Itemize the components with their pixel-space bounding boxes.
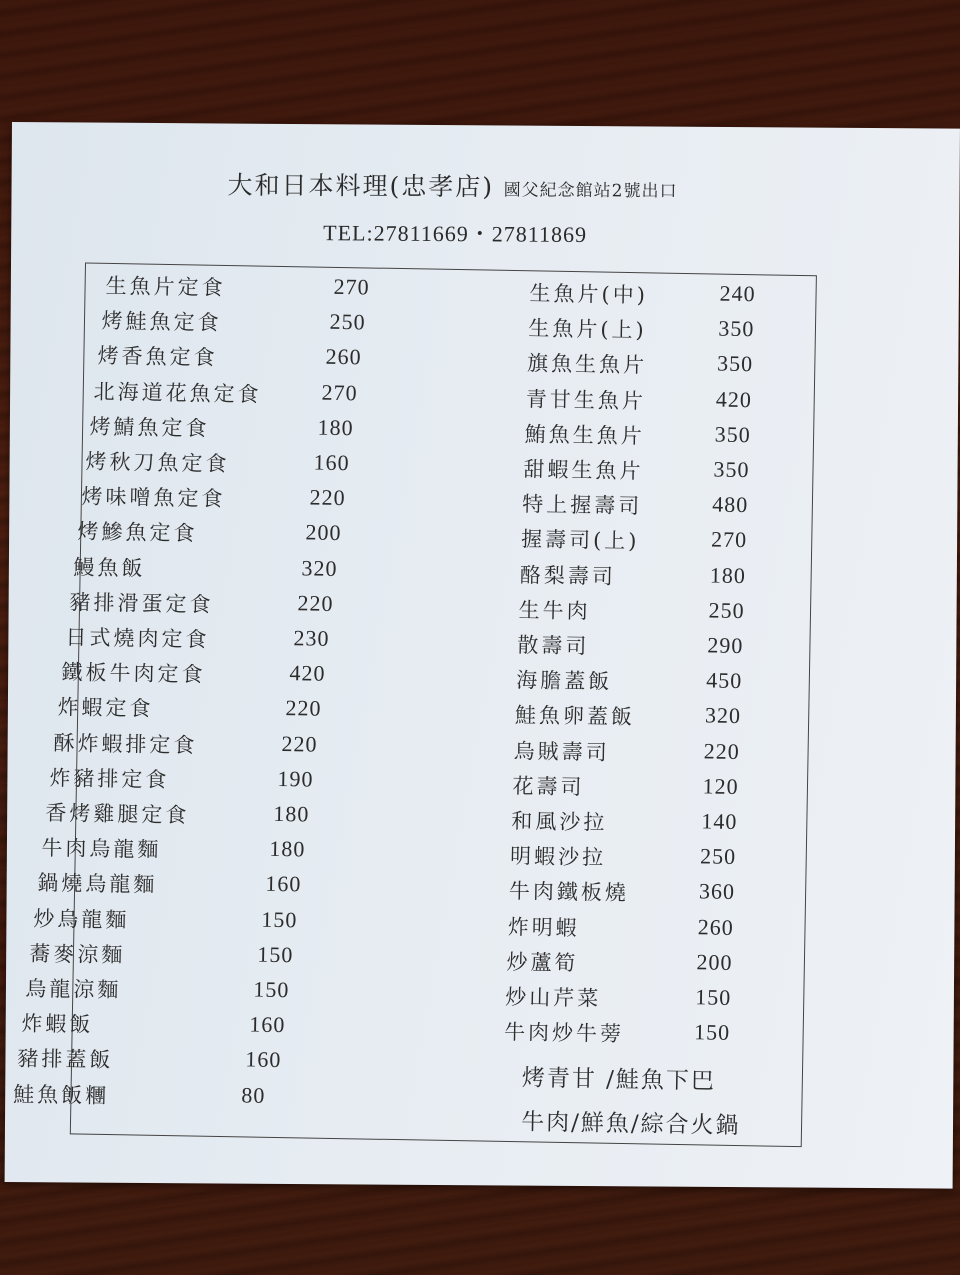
menu-item-name: 炸豬排定食 [49, 765, 170, 792]
menu-item-price: 240 [719, 280, 756, 307]
menu-item-price: 160 [245, 1046, 282, 1073]
menu-item-name: 炒山芹菜 [505, 984, 602, 1011]
menu-item-price: 150 [257, 941, 294, 968]
menu-item-name: 炸明蝦 [507, 914, 580, 940]
menu-item-name: 烏賊壽司 [513, 738, 610, 765]
menu-item-price: 220 [281, 730, 318, 757]
menu-item-name: 酪梨壽司 [519, 562, 617, 589]
menu-item-name: 香烤雞腿定食 [45, 800, 190, 828]
menu-item-price: 140 [701, 808, 738, 834]
menu-item-price: 270 [321, 379, 358, 405]
menu-extra-item: 牛肉/鮮魚/綜合火鍋 [520, 1109, 741, 1140]
menu-item-price: 320 [704, 702, 742, 729]
phone-number: TEL:27811669・27811869 [323, 220, 588, 248]
menu-item-name: 炒烏龍麵 [33, 906, 130, 932]
menu-item-price: 290 [707, 632, 744, 659]
menu-extra-item: 烤青甘 /鮭魚下巴 [521, 1065, 717, 1095]
menu-item-price: 420 [289, 660, 326, 686]
menu-item-price: 250 [708, 597, 745, 623]
menu-item-name: 烤味噌魚定食 [81, 484, 226, 512]
menu-item-price: 180 [273, 800, 310, 827]
menu-item-price: 120 [702, 773, 739, 799]
menu-item-price: 420 [715, 386, 753, 412]
menu-item-price: 270 [333, 273, 370, 300]
menu-item-price: 350 [714, 421, 751, 447]
menu-item-price: 480 [712, 491, 749, 518]
menu-item-name: 鐵板牛肉定食 [61, 660, 206, 687]
menu-item-name: 鮪魚生魚片 [524, 422, 645, 449]
menu-item-name: 炸蝦飯 [21, 1011, 94, 1037]
menu-item-price: 350 [718, 315, 755, 342]
menu-item-name: 烤秋刀魚定食 [85, 449, 230, 477]
menu-item-name: 炒蘆筍 [506, 949, 579, 976]
menu-item-name: 豬排蓋飯 [17, 1046, 114, 1073]
menu-item-price: 350 [713, 456, 750, 483]
menu-item-price: 160 [313, 449, 350, 476]
menu-item-price: 260 [697, 913, 734, 940]
menu-item-name: 烏龍涼麵 [25, 976, 122, 1003]
menu-item-name: 烤香魚定食 [97, 344, 218, 371]
menu-item-price: 220 [703, 737, 741, 764]
menu-item-price: 150 [693, 1019, 731, 1046]
location-note: 國父紀念館站2號出口 [503, 180, 678, 202]
menu-item-price: 160 [265, 871, 302, 897]
menu-item-name: 明蝦沙拉 [509, 844, 607, 870]
menu-item-name: 炸蝦定食 [57, 695, 154, 722]
menu-item-name: 和風沙拉 [511, 809, 608, 835]
menu-item-price: 150 [695, 984, 732, 1010]
menu-item-name: 鮭魚卵蓋飯 [514, 703, 636, 730]
menu-item-name: 旗魚生魚片 [526, 351, 648, 378]
menu-item-name: 日式燒肉定食 [65, 625, 210, 652]
menu-item-price: 80 [241, 1081, 266, 1108]
menu-item-price: 160 [249, 1011, 286, 1038]
menu-item-name: 海膽蓋飯 [515, 668, 613, 694]
menu-item-price: 250 [699, 843, 737, 870]
left-menu-column [13, 264, 436, 1108]
menu-item-price: 180 [269, 836, 306, 862]
menu-item-name: 生魚片定食 [105, 273, 226, 300]
menu-item-price: 270 [710, 526, 748, 553]
menu-item-name: 生魚片(中) [529, 281, 649, 308]
menu-item-name: 握壽司(上) [520, 527, 640, 554]
menu-item-name: 蕎麥涼麵 [29, 941, 126, 968]
right-menu-column [503, 271, 830, 1047]
menu-item-name: 酥炸蝦排定食 [53, 730, 198, 758]
menu-item-price: 190 [277, 765, 314, 792]
restaurant-header [227, 166, 787, 206]
menu-item-price: 360 [698, 878, 736, 905]
menu-item-name: 甜蝦生魚片 [523, 457, 644, 484]
menu-item-price: 150 [261, 906, 298, 932]
menu-item-price: 220 [297, 590, 334, 616]
menu-item-price: 150 [253, 976, 290, 1003]
menu-item-name: 烤鮭魚定食 [101, 309, 222, 336]
menu-item-name: 牛肉烏龍麵 [41, 836, 162, 863]
menu-item-price: 230 [293, 625, 330, 651]
menu-item-name: 鮭魚飯糰 [13, 1081, 110, 1108]
menu-item-price: 450 [706, 667, 743, 694]
menu-item-price: 350 [716, 350, 754, 377]
menu-item-name: 散壽司 [517, 633, 590, 659]
menu-item-price: 220 [309, 484, 346, 511]
menu-item-name: 牛肉鐵板燒 [508, 879, 630, 906]
menu-item-name: 青甘生魚片 [525, 386, 647, 413]
menu-item-name: 生牛肉 [518, 597, 591, 624]
menu-item-name: 烤鰺魚定食 [77, 519, 198, 546]
menu-item-price: 180 [317, 414, 354, 441]
menu-item-name: 鰻魚飯 [73, 554, 146, 581]
menu-item-price: 200 [696, 949, 733, 975]
menu-item-name: 生魚片(上) [528, 316, 647, 343]
menu-item-price: 180 [709, 562, 747, 588]
menu-item-name: 豬排滑蛋定食 [69, 590, 214, 617]
menu-item-price: 260 [325, 344, 362, 370]
restaurant-name: 大和日本料理(忠孝店) [227, 170, 495, 202]
menu-item-name: 特上握壽司 [522, 492, 643, 519]
menu-item-price: 320 [301, 554, 338, 581]
menu-item-name: 北海道花魚定食 [93, 379, 262, 407]
menu-paper [5, 122, 960, 1189]
menu-item-price: 200 [305, 519, 342, 546]
menu-box [13, 263, 817, 1148]
menu-item-price: 250 [329, 308, 366, 335]
menu-item-name: 花壽司 [512, 773, 585, 800]
menu-item-name: 烤鯖魚定食 [89, 414, 210, 441]
menu-item-name: 牛肉炒牛蒡 [503, 1020, 625, 1047]
menu-item-name: 鍋燒烏龍麵 [37, 871, 158, 898]
menu-item-price: 220 [285, 695, 322, 722]
